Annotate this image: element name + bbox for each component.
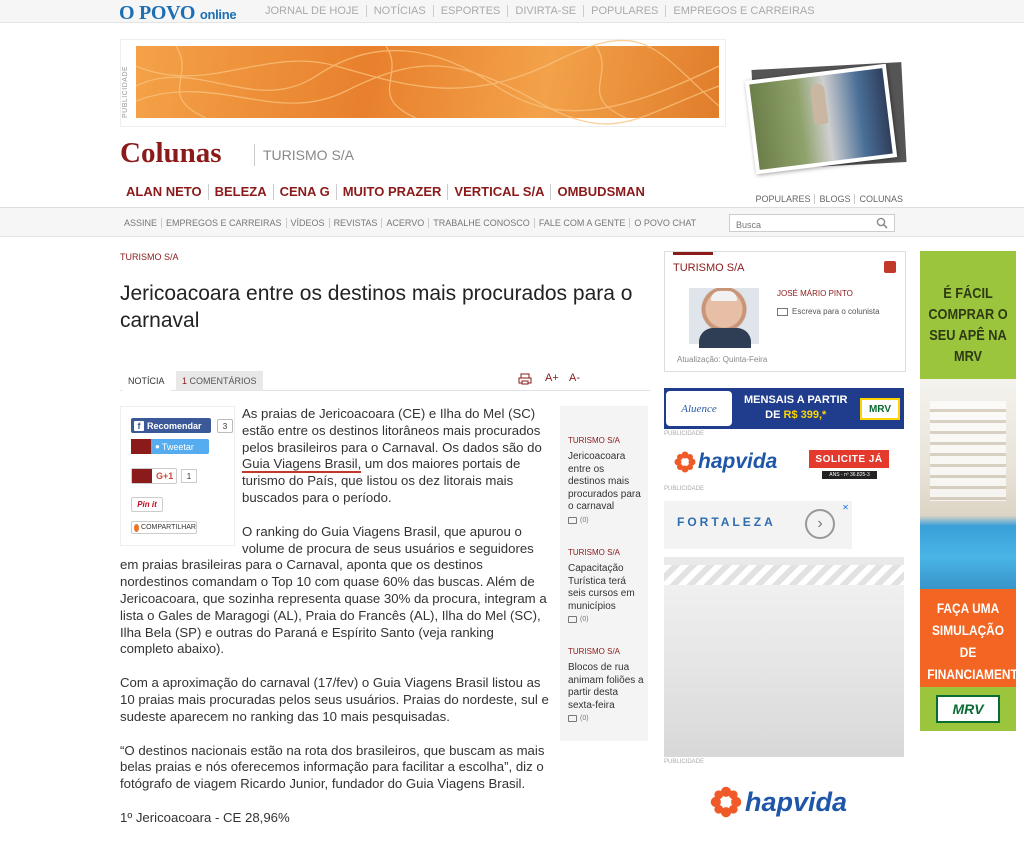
article-paragraph: As praias de Jericoacoara (CE) e Ilha do Mel (SC) estão entre os destinos litorâneos mais procurados pelos brasileiros para o Carnaval. Os dados são do Guia Viagens Brasil, um dos maiores portais de turismo do País, que listou os dez litorais mais buscados para o período. <box>242 406 542 505</box>
ans-badge: ANS - nº 36.825-3 <box>822 471 877 479</box>
related-comments[interactable]: (0) <box>568 517 644 524</box>
sub-nav <box>122 218 700 228</box>
fortaleza-text: FORTALEZA <box>677 515 776 529</box>
author-name[interactable]: JOSÉ MÁRIO PINTO <box>777 289 853 298</box>
hapvida-flower-icon <box>710 786 742 818</box>
related-articles <box>560 406 648 741</box>
related-tag: TURISMO S/A <box>568 548 621 557</box>
related-title[interactable]: Blocos de rua animam foliões a partir desta sexta-feira <box>568 662 644 711</box>
subnav-revistas[interactable]: REVISTAS <box>329 218 382 228</box>
article-paragraph: “O destinos nacionais estão na rota dos brasileiros, que buscam as mais belas praias e nós oferecemos informação para facilitar a escolha”, diz o fotógrafo de viagem Ricardo Junior, fundador do Guia Viagens Brasil. <box>120 742 545 792</box>
section-title[interactable]: Colunas <box>120 137 222 169</box>
subnav-videos[interactable]: VÍDEOS <box>286 218 329 228</box>
tab-comentarios[interactable] <box>176 371 263 391</box>
tweet-label: Tweetar <box>161 441 194 452</box>
subnav-trabalhe[interactable]: TRABALHE CONOSCO <box>428 218 534 228</box>
article-paragraph: 1º Jericoacoara - CE 28,96% <box>120 809 290 825</box>
related-tag: TURISMO S/A <box>568 647 621 656</box>
share-label: COMPARTILHAR <box>141 524 196 531</box>
wall-ad[interactable] <box>664 557 904 757</box>
envelope-icon <box>777 308 788 316</box>
author-avatar <box>689 288 759 344</box>
mrv-logo: MRV <box>936 695 1000 723</box>
section-nav-ombudsman[interactable]: OMBUDSMAN <box>550 184 650 200</box>
topnav-item-populares[interactable]: POPULARES <box>583 5 665 17</box>
adchoices-close-icon[interactable]: ✕ <box>842 503 849 512</box>
mrv-logo: MRV <box>860 398 900 420</box>
ad-wall-image <box>664 585 904 757</box>
topnav-item-jornal[interactable]: JORNAL DE HOJE <box>265 5 359 17</box>
author-box <box>664 251 906 372</box>
contact-author-link[interactable]: Escreva para o colunista <box>777 307 880 316</box>
subnav-acervo[interactable]: ACERVO <box>381 218 428 228</box>
section-nav-alan-neto[interactable]: ALAN NETO <box>126 184 202 199</box>
author-updated: Atualização: Quinta-Feira <box>677 355 768 364</box>
top-nav <box>258 5 822 17</box>
gplus-count: 1 <box>181 469 197 483</box>
comments-count: 1 <box>182 376 188 386</box>
title-divider <box>254 144 255 166</box>
comment-icon <box>568 616 577 623</box>
author-box-accent <box>673 252 713 255</box>
related-item[interactable] <box>568 548 644 623</box>
article-body <box>120 406 550 844</box>
banner-pattern <box>136 46 719 118</box>
header-right-links <box>751 194 907 204</box>
related-tag: TURISMO S/A <box>568 436 621 445</box>
rss-icon[interactable] <box>884 261 896 273</box>
header-ad-banner[interactable] <box>136 46 719 118</box>
ad-label: PUBLICIDADE <box>664 431 705 437</box>
hapvida-logo-ad[interactable]: hapvida <box>710 786 847 818</box>
ad-stripes <box>664 565 904 585</box>
topnav-item-divirta-se[interactable]: DIVIRTA-SE <box>507 5 583 17</box>
subnav-empregos[interactable]: EMPREGOS E CARREIRAS <box>161 218 286 228</box>
search-input[interactable] <box>730 217 870 233</box>
section-nav-beleza[interactable]: BELEZA <box>208 184 273 200</box>
mrv-headline: É FÁCIL COMPRAR O SEU APÊ NA MRV <box>928 285 1008 365</box>
comment-icon <box>568 715 577 722</box>
link-populares[interactable]: POPULARES <box>755 194 811 204</box>
tab-noticia[interactable]: NOTÍCIA <box>122 371 171 391</box>
related-comments[interactable]: (0) <box>568 715 644 722</box>
section-nav-cena-g[interactable]: CENA G <box>273 184 336 200</box>
facebook-label: Recomendar <box>147 420 202 431</box>
link-colunas[interactable]: COLUNAS <box>854 194 907 204</box>
link-blogs[interactable]: BLOGS <box>814 194 854 204</box>
gplus-label: G+1 <box>156 471 174 481</box>
guia-viagens-link[interactable]: Guia Viagens Brasil, <box>242 456 362 472</box>
font-decrease-button[interactable]: A- <box>569 372 580 384</box>
topnav-item-esportes[interactable]: ESPORTES <box>433 5 508 17</box>
column-photo <box>745 64 897 175</box>
print-icon[interactable] <box>518 373 532 385</box>
aluence-logo: Aluence <box>666 391 732 426</box>
facebook-icon: f <box>134 421 144 431</box>
section-nav <box>120 184 651 200</box>
chevron-right-icon[interactable]: › <box>805 509 835 539</box>
author-box-title[interactable]: TURISMO S/A <box>673 262 745 274</box>
search-box <box>729 214 895 232</box>
section-nav-muito-prazer[interactable]: MUITO PRAZER <box>336 184 448 200</box>
mrv-skyscraper-ad[interactable] <box>920 251 1027 731</box>
solicite-button[interactable]: SOLICITE JÁ <box>809 450 889 468</box>
aluence-ad-text: MENSAIS A PARTIR DE R$ 399,* <box>744 394 848 421</box>
related-title[interactable]: Capacitação Turística terá seis cursos em municípios <box>568 563 635 612</box>
article-paragraph: O ranking do Guia Viagens Brasil, que apurou o volume de procura de seus usuários e seguidores em praias brasileiras para o Carnaval, aponta que os destinos nordestinos comandam o Top 10 com quase 60% das buscas. Além de Jericoacoara, que sozinha representa quase 30% da procura, integram a lista o Gales de Maragogi (AL), Praia do Francês (AL), Ilha do Mel (SC), Ilha Bela (SP) e outras do Paraná e Espírito Santo (veja ranking completo abaixo). <box>120 523 547 657</box>
mrv-cta[interactable]: FAÇA UMA SIMULAÇÃO DE FINANCIAMENTO <box>920 589 1016 687</box>
aluence-ad[interactable] <box>664 388 904 429</box>
site-logo[interactable]: O POVO online <box>119 2 237 24</box>
ad-label: PUBLICIDADE <box>664 486 705 492</box>
font-increase-button[interactable]: A+ <box>545 372 559 384</box>
article-tabs <box>120 369 650 391</box>
article-title: Jericoacoara entre os destinos mais procurados para o carnaval <box>120 282 633 332</box>
subnav-assine[interactable]: ASSINE <box>124 218 158 228</box>
breadcrumb[interactable]: TURISMO S/A <box>120 252 179 262</box>
related-comments[interactable]: (0) <box>568 616 644 623</box>
related-item[interactable] <box>568 647 644 722</box>
subnav-chat[interactable]: O POVO CHAT <box>629 218 700 228</box>
hapvida-flower-icon <box>674 451 696 473</box>
comment-icon <box>568 517 577 524</box>
ad-label: PUBLICIDADE <box>122 65 129 118</box>
topnav-item-empregos[interactable]: EMPREGOS E CARREIRAS <box>665 5 821 17</box>
hapvida-ad[interactable] <box>664 444 904 484</box>
facebook-count: 3 <box>217 419 233 433</box>
comments-label: COMENTÁRIOS <box>189 376 257 386</box>
related-item[interactable] <box>568 436 644 524</box>
article-paragraph: Com a aproximação do carnaval (17/fev) o Guia Viagens Brasil listou as 10 praias mais procuradas pelos seus usuários. Praias do nordeste, sul e sudeste aparecem no ranking das 10 mais pesquisadas. <box>120 675 549 724</box>
fortaleza-ad[interactable] <box>664 501 852 549</box>
topnav-item-noticias[interactable]: NOTÍCIAS <box>366 5 433 17</box>
pinterest-button[interactable]: Pin it <box>131 497 163 512</box>
hapvida-logo: hapvida <box>674 450 777 474</box>
related-title[interactable]: Jericoacoara entre os destinos mais procurados para o carnaval <box>568 451 641 512</box>
twitter-bird-icon: ● <box>155 442 160 451</box>
ad-label: PUBLICIDADE <box>664 759 705 765</box>
building-image <box>920 379 1016 589</box>
search-icon[interactable] <box>876 217 888 229</box>
section-subtitle: TURISMO S/A <box>263 147 355 163</box>
section-nav-vertical-sa[interactable]: VERTICAL S/A <box>447 184 550 200</box>
subnav-fale[interactable]: FALE COM A GENTE <box>534 218 630 228</box>
